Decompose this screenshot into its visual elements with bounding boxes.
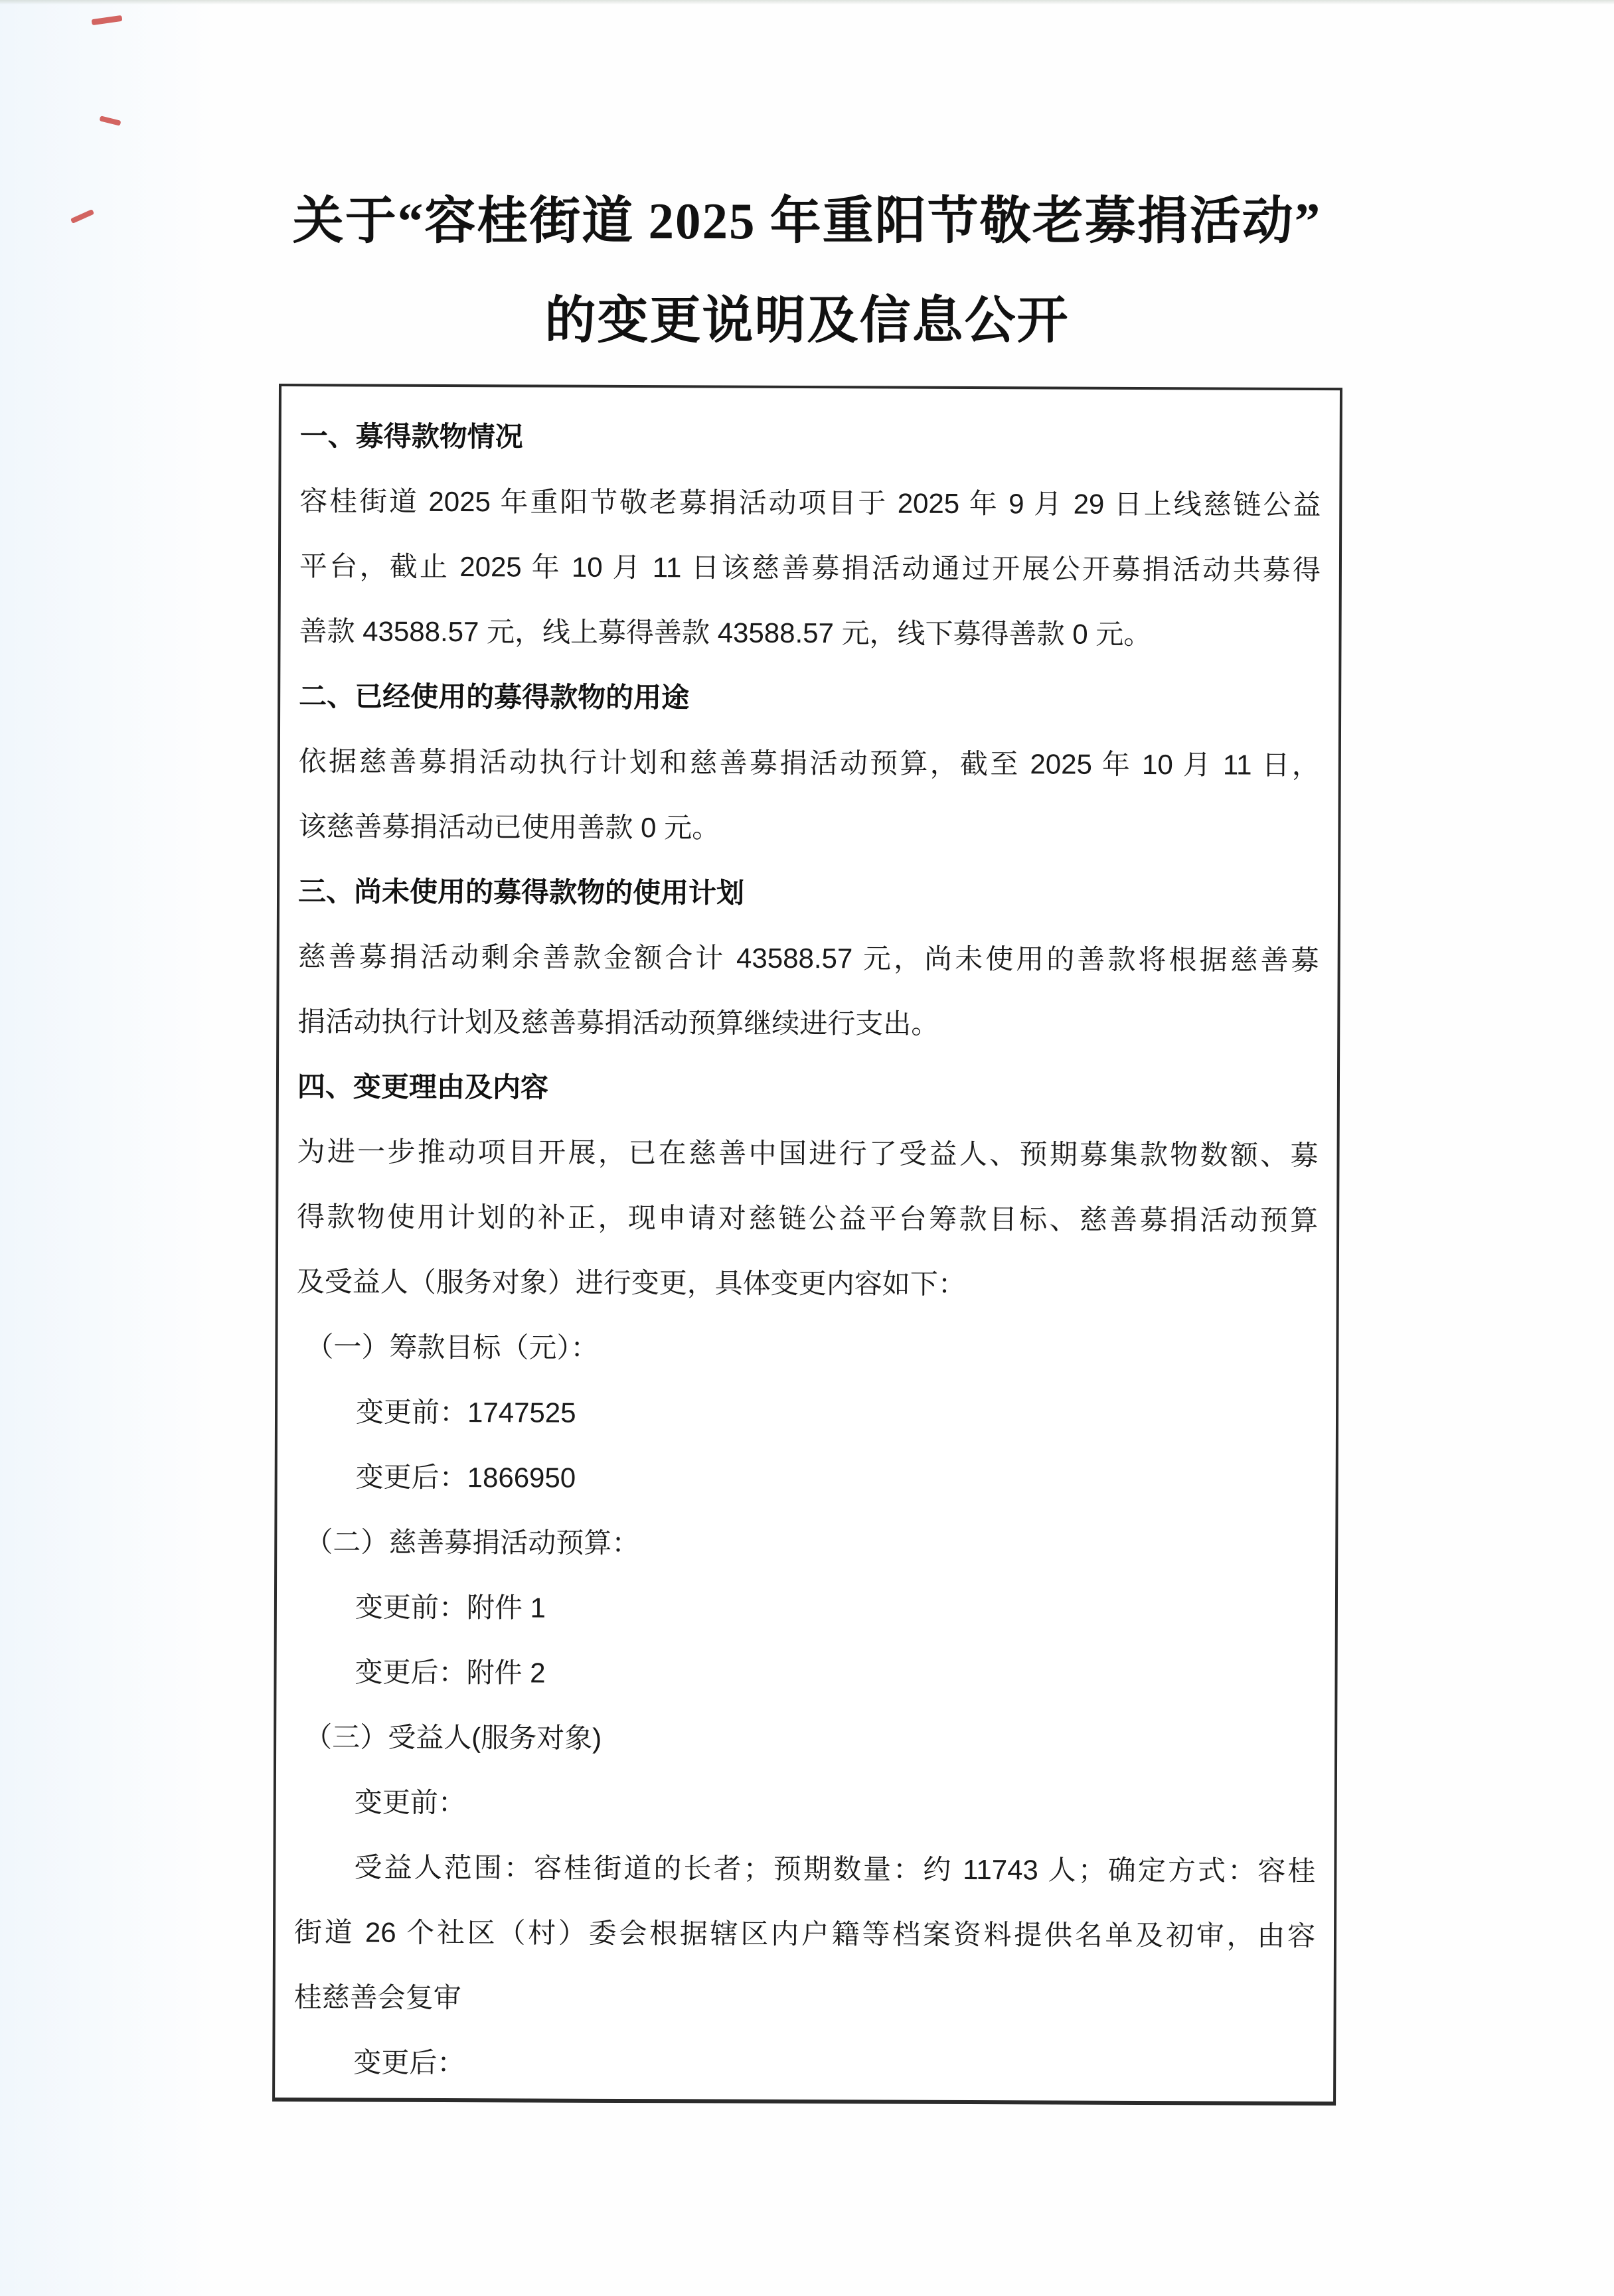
text-line: 桂慈善会复审 <box>293 1981 461 2014</box>
text-line: （一）筹款目标（元）： <box>305 1331 599 1363</box>
text-line: （二）慈善募捐活动预算： <box>305 1526 640 1559</box>
text-line: 变更后：1866950 <box>355 1461 576 1493</box>
text-line: 慈善募捐活动剩余善款金额合计 43588.57 元，尚未使用的善款将根据慈善募 <box>297 941 1319 976</box>
text-line: （三）受益人(服务对象) <box>304 1721 602 1754</box>
section-heading: 四、变更理由及内容 <box>297 1071 549 1103</box>
text-line: 变更后：附件 2 <box>355 1656 546 1689</box>
text-line: 平台，截止 2025 年 10 月 11 日该慈善募捐活动通过开展公开募捐活动共募得 <box>299 550 1321 586</box>
red-pen-artifact <box>92 15 123 25</box>
section-heading: 一、募得款物情况 <box>299 420 523 453</box>
info-box <box>272 384 1342 2105</box>
text-line: 为进一步推动项目开展，已在慈善中国进行了受益人、预期募集款物数额、募 <box>297 1136 1319 1172</box>
text-line: 依据慈善募捐活动执行计划和慈善募捐活动预算，截至 2025 年 10 月 11 日， <box>298 745 1320 781</box>
text-line: 及受益人（服务对象）进行变更，具体变更内容如下： <box>296 1266 966 1300</box>
text-line: 变更前：1747525 <box>355 1396 576 1428</box>
text-line: 变更后： <box>353 2046 465 2079</box>
document-body <box>293 404 1321 2099</box>
section-heading: 二、已经使用的募得款物的用途 <box>299 680 690 714</box>
page-title-line-1: 关于“容桂街道 2025 年重阳节敬老募捐活动” <box>292 192 1322 250</box>
text-line: 容桂街道 2025 年重阳节敬老募捐活动项目于 2025 年 9 月 29 日上线慈链公益 <box>299 485 1321 521</box>
text-line: 受益人范围：容桂街道的长者；预期数量：约 11743 人；确定方式：容桂 <box>354 1851 1316 1887</box>
page-title-line-2: 的变更说明及信息公开 <box>544 292 1070 349</box>
scan-top-edge <box>0 0 1614 5</box>
text-line: 该慈善募捐活动已使用善款 0 元。 <box>298 810 720 844</box>
text-line: 街道 26 个社区（村）委会根据辖区内户籍等档案资料提供名单及初审，由容 <box>293 1916 1316 1952</box>
page-title <box>0 171 1614 370</box>
text-line: 得款物使用计划的补正，现申请对慈链公益平台筹款目标、慈善募捐活动预算 <box>297 1201 1319 1237</box>
text-line: 变更前： <box>354 1786 466 1819</box>
text-line: 捐活动执行计划及慈善募捐活动预算继续进行支出。 <box>297 1006 939 1039</box>
red-pen-artifact <box>100 115 121 126</box>
text-line: 善款 43588.57 元，线上募得善款 43588.57 元，线下募得善款 0 元。 <box>299 615 1152 651</box>
section-heading: 三、尚未使用的募得款物的使用计划 <box>297 876 745 909</box>
text-line: 变更前：附件 1 <box>355 1591 546 1624</box>
